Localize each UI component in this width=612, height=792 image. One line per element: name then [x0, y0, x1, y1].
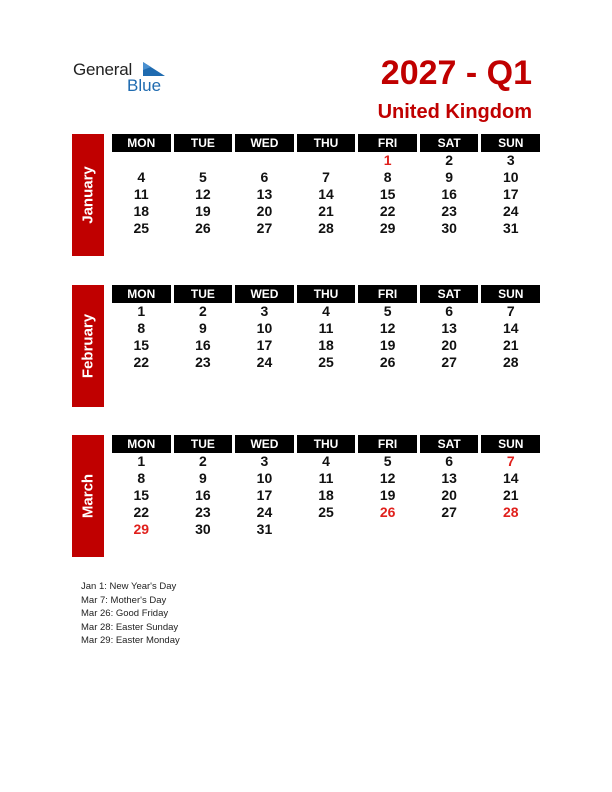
- weekday-header: TUE: [174, 134, 233, 152]
- day-cell: 10: [502, 169, 519, 185]
- day-cell: 1: [137, 303, 146, 319]
- day-cell: 18: [133, 203, 150, 219]
- week-row: [112, 303, 540, 320]
- day-cell: 12: [379, 470, 396, 486]
- day-cell: 18: [318, 487, 334, 503]
- day-cell: 17: [256, 487, 273, 503]
- day-cell: 27: [256, 220, 273, 236]
- day-cell: 13: [441, 470, 457, 486]
- week-row: [112, 203, 540, 220]
- calendar-grid: [112, 285, 540, 371]
- day-cell: 31: [256, 521, 273, 537]
- weekday-header-row: [112, 134, 540, 152]
- week-row: [112, 354, 540, 371]
- day-cell: 15: [133, 487, 150, 503]
- holiday-note: Mar 28: Easter Sunday: [81, 621, 179, 633]
- day-cell: 14: [318, 186, 334, 202]
- day-cell: 5: [383, 453, 392, 469]
- day-cell: 8: [137, 470, 146, 486]
- weekday-header: SAT: [420, 285, 479, 303]
- day-cell: 11: [133, 186, 149, 202]
- day-cell: 8: [383, 169, 392, 185]
- day-cell: 11: [318, 320, 334, 336]
- day-cell: 24: [256, 504, 273, 520]
- day-cell: 1: [383, 152, 392, 168]
- day-cell: 13: [441, 320, 457, 336]
- day-cell: 11: [318, 470, 334, 486]
- weekday-header: SAT: [420, 134, 479, 152]
- month-tab: [72, 134, 104, 256]
- day-cell: 23: [441, 203, 457, 219]
- day-cell: 26: [379, 504, 396, 520]
- day-cell: 12: [379, 320, 396, 336]
- day-cell: 3: [260, 453, 269, 469]
- day-cell: 28: [502, 504, 519, 520]
- weekday-header: WED: [235, 435, 294, 453]
- page-title: 2027 - Q1: [380, 54, 532, 92]
- day-cell: 28: [502, 354, 519, 370]
- day-cell: 5: [383, 303, 392, 319]
- month-tab: [72, 435, 104, 557]
- day-cell: 29: [133, 521, 150, 537]
- weekday-header: FRI: [358, 285, 417, 303]
- week-row: [112, 220, 540, 237]
- day-cell: 23: [195, 354, 211, 370]
- empty-day-cell: [481, 521, 540, 538]
- day-cell: 16: [195, 337, 211, 353]
- day-cell: 4: [322, 453, 330, 469]
- weekday-header: SUN: [481, 134, 540, 152]
- day-cell: 6: [260, 169, 269, 185]
- day-cell: 24: [502, 203, 519, 219]
- week-row: [112, 186, 540, 203]
- empty-day-cell: [174, 152, 233, 169]
- day-cell: 9: [198, 320, 207, 336]
- day-cell: 24: [256, 354, 273, 370]
- month-tab: [72, 285, 104, 407]
- day-cell: 21: [502, 337, 519, 353]
- month-name: February: [79, 313, 97, 379]
- day-cell: 7: [506, 453, 515, 469]
- day-cell: 3: [506, 152, 515, 168]
- day-cell: 10: [256, 470, 273, 486]
- logo-triangle-icon: [143, 62, 165, 76]
- day-cell: 16: [195, 487, 211, 503]
- day-cell: 14: [502, 320, 519, 336]
- day-cell: 22: [379, 203, 396, 219]
- holiday-note: Mar 7: Mother's Day: [81, 594, 167, 606]
- month-name: March: [79, 473, 97, 519]
- weekday-header: MON: [112, 134, 171, 152]
- weekday-header: SUN: [481, 285, 540, 303]
- day-cell: 26: [195, 220, 211, 236]
- day-cell: 12: [195, 186, 211, 202]
- day-cell: 30: [195, 521, 211, 537]
- weekday-header: MON: [112, 435, 171, 453]
- empty-day-cell: [112, 152, 171, 169]
- empty-day-cell: [297, 152, 356, 169]
- day-cell: 19: [195, 203, 211, 219]
- day-cell: 4: [137, 169, 146, 185]
- week-row: [112, 320, 540, 337]
- day-cell: 29: [379, 220, 396, 236]
- day-cell: 1: [137, 453, 146, 469]
- day-cell: 20: [256, 203, 273, 219]
- day-cell: 20: [441, 487, 457, 503]
- calendar-grid: [112, 435, 540, 538]
- week-row: [112, 521, 540, 538]
- day-cell: 18: [318, 337, 334, 353]
- day-cell: 9: [198, 470, 207, 486]
- day-cell: 2: [198, 453, 207, 469]
- logo-general-text: General: [73, 60, 133, 79]
- day-cell: 2: [198, 303, 207, 319]
- weekday-header: WED: [235, 285, 294, 303]
- day-cell: 6: [445, 303, 454, 319]
- empty-day-cell: [420, 521, 479, 538]
- day-cell: 3: [260, 303, 269, 319]
- day-cell: 8: [137, 320, 146, 336]
- day-cell: 25: [133, 220, 150, 236]
- day-cell: 6: [445, 453, 454, 469]
- empty-day-cell: [297, 521, 356, 538]
- weekday-header: MON: [112, 285, 171, 303]
- holiday-note: Mar 26: Good Friday: [81, 608, 169, 620]
- day-cell: 9: [445, 169, 454, 185]
- day-cell: 5: [198, 169, 207, 185]
- day-cell: 7: [506, 303, 515, 319]
- empty-day-cell: [358, 521, 417, 538]
- country-subtitle: United Kingdom: [377, 101, 532, 123]
- day-cell: 20: [441, 337, 457, 353]
- day-cell: 23: [195, 504, 211, 520]
- weekday-header: THU: [297, 285, 356, 303]
- generalblue-logo: [73, 60, 173, 96]
- day-cell: 15: [379, 186, 396, 202]
- day-cell: 27: [441, 354, 457, 370]
- weekday-header-row: [112, 285, 540, 303]
- day-cell: 27: [441, 504, 457, 520]
- weekday-header: SUN: [481, 435, 540, 453]
- day-cell: 4: [322, 303, 330, 319]
- day-cell: 17: [502, 186, 519, 202]
- day-cell: 25: [318, 354, 334, 370]
- week-row: [112, 470, 540, 487]
- day-cell: 7: [322, 169, 330, 185]
- empty-day-cell: [235, 152, 294, 169]
- day-cell: 19: [379, 487, 396, 503]
- week-row: [112, 487, 540, 504]
- weekday-header: TUE: [174, 285, 233, 303]
- weekday-header: THU: [297, 435, 356, 453]
- day-cell: 22: [133, 504, 150, 520]
- week-row: [112, 152, 540, 169]
- month-name: January: [79, 166, 97, 224]
- day-cell: 25: [318, 504, 334, 520]
- weekday-header: TUE: [174, 435, 233, 453]
- day-cell: 31: [502, 220, 519, 236]
- day-cell: 22: [133, 354, 150, 370]
- week-row: [112, 453, 540, 470]
- day-cell: 17: [256, 337, 273, 353]
- day-cell: 19: [379, 337, 396, 353]
- week-row: [112, 504, 540, 521]
- weekday-header: THU: [297, 134, 356, 152]
- day-cell: 28: [318, 220, 334, 236]
- day-cell: 15: [133, 337, 150, 353]
- holiday-notes: [81, 580, 180, 648]
- weekday-header: FRI: [358, 435, 417, 453]
- week-row: [112, 169, 540, 186]
- day-cell: 21: [318, 203, 334, 219]
- holiday-note: Jan 1: New Year's Day: [81, 581, 177, 592]
- day-cell: 2: [445, 152, 454, 168]
- weekday-header-row: [112, 435, 540, 453]
- holiday-note: Mar 29: Easter Monday: [81, 635, 180, 647]
- weekday-header: WED: [235, 134, 294, 152]
- day-cell: 26: [379, 354, 396, 370]
- day-cell: 30: [441, 220, 457, 236]
- week-row: [112, 337, 540, 354]
- day-cell: 16: [441, 186, 457, 202]
- calendar-grid: [112, 134, 540, 237]
- weekday-header: FRI: [358, 134, 417, 152]
- day-cell: 10: [256, 320, 273, 336]
- day-cell: 13: [256, 186, 273, 202]
- day-cell: 14: [502, 470, 519, 486]
- weekday-header: SAT: [420, 435, 479, 453]
- day-cell: 21: [502, 487, 519, 503]
- logo-blue-text: Blue: [127, 76, 162, 95]
